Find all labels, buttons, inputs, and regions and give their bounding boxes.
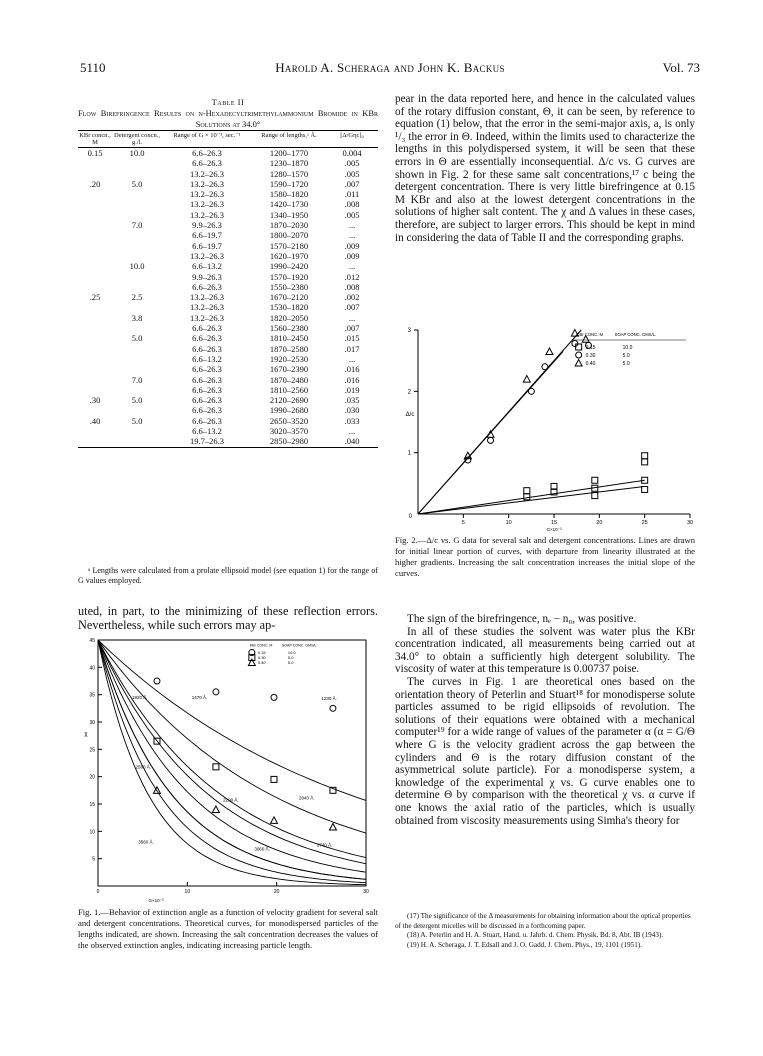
x-tick-label: 25	[641, 520, 648, 526]
legend-header: SOAP CONC. GMS/L.	[281, 643, 318, 648]
data-point-square	[642, 459, 648, 465]
table-label: Table II	[211, 97, 245, 107]
theory-curve	[98, 640, 366, 858]
reference-17: (17) The significance of the Δ measurements for obtaining information about the optical properties of the detergent micelles will be discussed in a forthcoming paper.	[395, 912, 691, 930]
table-cell	[78, 220, 112, 230]
table-cell: .011	[344, 189, 360, 200]
table-cell	[112, 230, 162, 240]
column-header: KBr concn., M	[79, 132, 111, 146]
curve-label: 2040 Å.	[299, 795, 315, 801]
x-axis-label: G×10⁻³	[148, 898, 164, 903]
y-axis-label: Δ/c	[405, 411, 415, 418]
curve-label: 3560 Å.	[138, 839, 154, 845]
table-cell	[112, 364, 162, 374]
table-cell: 2120–2690	[269, 395, 309, 406]
data-point-triangle	[329, 823, 336, 830]
table-cell	[112, 189, 162, 199]
table-cell: .009	[344, 240, 360, 251]
table-row	[78, 169, 378, 179]
table-cell: 19.7–26.3	[162, 436, 252, 447]
table-cell: 6.6–26.3	[192, 333, 222, 344]
curve-label: 2740 Å.	[316, 842, 333, 848]
column-header: Range of G × 10⁻³, sec.⁻¹	[162, 131, 252, 148]
table-cell: ...	[348, 426, 356, 437]
table-cell: .012	[344, 271, 360, 282]
table-cell: 6.6–26.3	[192, 364, 222, 375]
table-cell: 6.6–26.3	[192, 374, 222, 385]
table-cell	[78, 302, 112, 312]
table-cell: 13.2–26.3	[189, 302, 224, 313]
table-cell: .30	[89, 395, 101, 406]
table-caption	[78, 97, 378, 130]
table-row	[78, 405, 378, 415]
table-cell: .040	[326, 436, 378, 447]
table-row	[78, 241, 378, 251]
table-cell: .002	[344, 292, 360, 303]
references	[395, 912, 695, 950]
x-tick-label: 30	[686, 520, 694, 526]
reference-18: (18) A. Peterlin and H. A. Stuart, Hand. u. Jahrb. d. Chem. Physik, Bd. 8, Abt. IB (1943).	[407, 931, 664, 940]
data-table	[78, 130, 378, 448]
volume-label: Vol. 73	[662, 60, 700, 75]
right-body-text-1	[395, 93, 695, 244]
data-point-square	[592, 477, 598, 483]
data-point-circle	[330, 705, 336, 711]
table-row	[78, 333, 378, 343]
x-tick-label: 5	[461, 520, 465, 526]
figure-2-plot	[406, 328, 693, 532]
data-point-triangle	[270, 817, 277, 824]
table-cell: 13.2–26.3	[189, 199, 224, 210]
table-cell	[78, 199, 112, 209]
table-cell: 1670–2120	[269, 292, 309, 303]
table-cell	[112, 158, 162, 168]
data-point-square	[524, 488, 530, 494]
table-cell: 6.6–26.3	[192, 415, 222, 426]
legend-entry: 5.0	[622, 353, 630, 359]
y-tick-label: 25	[89, 747, 95, 754]
table-cell: 5.0	[131, 395, 143, 406]
table-row	[78, 210, 378, 220]
table-row	[78, 158, 378, 168]
legend-entry: 10.0	[287, 650, 296, 656]
data-point-triangle	[212, 806, 219, 813]
y-axis-label: χ	[84, 731, 88, 738]
running-title: Harold A. Scheraga and John K. Backus	[275, 60, 505, 75]
table-cell: .007	[344, 323, 360, 334]
table-cell: 10.0	[129, 261, 145, 272]
table-row	[78, 344, 378, 354]
data-point-circle	[154, 678, 160, 684]
y-tick-label: 40	[89, 665, 95, 672]
table-cell: .25	[89, 292, 101, 303]
data-point-circle	[528, 388, 534, 394]
table-row	[78, 272, 378, 282]
table-cell: 5.0	[131, 333, 143, 344]
y-tick-label: 35	[89, 692, 95, 699]
y-tick-label: 45	[89, 638, 95, 644]
table-cell: 10.0	[129, 148, 145, 158]
table-cell	[78, 375, 112, 385]
data-point-square	[213, 764, 219, 770]
table-cell: 1810–2560	[269, 384, 309, 395]
table-cell	[78, 189, 112, 199]
data-point-circle	[213, 689, 219, 695]
page-number: 5110	[80, 60, 106, 75]
column-header: Detergent concn., g./l.	[112, 131, 162, 148]
table-footnote: ᵃ Lengths were calculated from a prolate ellipsoid model (see equation 1) for the range of G values employed.	[78, 566, 378, 585]
table-cell: 1590–1720	[269, 178, 309, 189]
table-cell: .017	[344, 343, 360, 354]
data-point-square	[642, 453, 648, 459]
table-cell: 13.2–26.3	[189, 168, 224, 179]
table-cell: 6.6–13.2	[192, 261, 222, 272]
table-cell: 6.6–19.7	[192, 240, 222, 251]
data-point-triangle	[575, 360, 582, 367]
table-cell	[78, 272, 112, 282]
table-cell: 6.6–13.2	[192, 353, 222, 364]
table-cell: 1530–1820	[269, 302, 309, 313]
table-cell: 1800–2070	[269, 230, 309, 241]
table-cell	[78, 405, 112, 415]
table-row	[78, 220, 378, 230]
data-point-triangle	[248, 659, 255, 666]
table-row	[78, 426, 378, 436]
table-cell: 1870–2580	[269, 343, 309, 354]
table-cell: .033	[344, 415, 360, 426]
table-cell: 6.6–26.3	[192, 405, 222, 416]
curve-label: 3060 Å.	[254, 846, 270, 852]
table-cell	[78, 251, 112, 261]
table-cell: 6.6–26.3	[192, 323, 222, 334]
table-cell: 2.5	[131, 292, 143, 303]
data-point-square	[524, 494, 530, 500]
table-cell: 13.2–26.3	[189, 209, 224, 220]
table-cell: 1620–1970	[269, 250, 309, 261]
table-cell: 1420–1730	[269, 199, 309, 210]
legend-entry: 0.40	[585, 361, 596, 367]
table-cell: .005	[344, 168, 360, 179]
table-cell: 6.6–26.3	[192, 148, 222, 158]
table-row	[78, 323, 378, 333]
y-tick-label: 2	[407, 389, 411, 396]
table-cell: .016	[344, 364, 360, 375]
table-cell: 13.2–26.3	[189, 312, 224, 323]
table-cell	[112, 344, 162, 354]
table-cell: 1990–2680	[269, 405, 309, 416]
table-cell: 2650–3520	[269, 415, 309, 426]
legend-entry: 0.30	[585, 353, 596, 359]
table-cell	[112, 251, 162, 261]
table-cell: .007	[344, 302, 360, 313]
table-cell: 6.6–26.3	[192, 384, 222, 395]
table-cell	[78, 426, 112, 436]
table-cell: .008	[344, 281, 360, 292]
left-body-text	[78, 604, 378, 632]
table-cell	[112, 323, 162, 333]
table-cell	[78, 436, 112, 447]
table-cell	[78, 241, 112, 251]
table-cell: 6.6–26.3	[192, 343, 222, 354]
fit-line-0.30	[418, 351, 563, 514]
table-row	[78, 313, 378, 323]
x-tick-label: 15	[550, 520, 558, 526]
legend-entry: 5.0	[287, 660, 294, 666]
table-row	[78, 364, 378, 374]
table-cell: 13.2–26.3	[189, 178, 224, 189]
data-point-triangle	[523, 376, 530, 383]
y-tick-label: 3	[407, 328, 411, 334]
theory-curve	[98, 640, 366, 872]
table-cell: 1870–2480	[269, 374, 309, 385]
legend-entry: 5.0	[622, 361, 630, 367]
table-row	[78, 179, 378, 189]
table-cell: 7.0	[131, 220, 143, 231]
data-point-circle	[271, 694, 277, 700]
figure-1-caption: Fig. 1.—Behavior of extinction angle as a function of velocity gradient for several salt and detergent concentrations. Theoretical curves, for monodispersed particles of the lengths indicated, are shown. Increasing the salt concentration decreases the values of the observed extinction angles, indicating increasing particle length.	[78, 907, 378, 950]
legend-entry: 5.0	[287, 655, 294, 661]
data-point-square	[592, 493, 598, 499]
table-cell	[78, 323, 112, 333]
table-cell: 1340–1950	[269, 209, 309, 220]
theory-curve	[98, 640, 366, 803]
table-cell: 1230–1870	[269, 158, 309, 169]
table-cell: .016	[344, 374, 360, 385]
table-cell	[112, 354, 162, 364]
reference-19: (19) H. A. Scheraga, J. T. Edsall and J. O. Gadd, J. Chem. Phys., 19, 1101 (1951).	[407, 940, 643, 949]
table-cell: 6.6–13.2	[192, 426, 222, 437]
table-cell: .015	[344, 333, 360, 344]
table-cell: ...	[348, 220, 356, 231]
table-cell	[112, 405, 162, 415]
table-cell: 6.6–26.3	[192, 395, 222, 406]
table-row	[78, 230, 378, 240]
figure-1-plot	[84, 638, 369, 903]
table-cell: 13.2–26.3	[189, 292, 224, 303]
legend-entry: 10.0	[622, 345, 633, 351]
table-cell: .019	[344, 384, 360, 395]
table-header-row	[78, 131, 378, 148]
data-point-triangle	[487, 431, 494, 438]
table-cell: 1920–2530	[269, 353, 309, 364]
table-cell: 13.2–26.3	[189, 250, 224, 261]
fit-line-low-a	[418, 480, 645, 514]
table-cell: 3.8	[131, 312, 143, 323]
table-cell	[112, 426, 162, 436]
table-row	[78, 354, 378, 364]
table-cell: 0.004	[342, 148, 362, 158]
legend-entry: 0.15	[585, 345, 596, 351]
table-cell	[78, 169, 112, 179]
table-cell: 6.6–26.3	[192, 158, 222, 169]
x-tick-label: 10	[184, 889, 191, 895]
table-cell: 9.9–26.3	[192, 271, 222, 282]
x-tick-label: 0	[96, 889, 100, 895]
table-cell: ...	[348, 261, 356, 272]
table-row	[78, 251, 378, 261]
curve-label: 1470 Å.	[191, 695, 208, 701]
table-row	[78, 436, 378, 447]
table-cell	[78, 261, 112, 271]
data-point-circle	[542, 364, 548, 370]
table-row	[78, 282, 378, 292]
theory-curve	[98, 640, 366, 833]
table-row	[78, 199, 378, 209]
table-cell: 1570–2180	[269, 240, 309, 251]
table-cell	[78, 210, 112, 220]
y-tick-label: 1	[407, 450, 411, 457]
theory-curve	[98, 640, 366, 885]
table-cell	[112, 385, 162, 395]
paragraph: The curves in Fig. 1 are theoretical ones based on the orientation theory of Peterlin and Stuart¹⁸ for monodisperse solute particles assumed to be rigid ellipsoids of revolution. The solutions of their equations were obtained with a mechanical computer¹⁹ for a wide range of values of the parameter α (α = G/Θ where G is the velocity gradient across the gap between the cylinders and Θ is the rotary diffusion constant of the asymmetrical solute particle). For a monodisperse system, a knowledge of the experimental χ vs. G curve enables one to determine Θ by comparison with the theoretical χ vs. α curve if one knows the axial ratio of the particles, which is usually obtained from viscosity measurements using Simha's theory for	[395, 675, 695, 827]
y-tick-label: 30	[89, 720, 95, 726]
data-point-square	[576, 344, 582, 350]
table-cell: .005	[344, 209, 360, 220]
figure-2-caption: Fig. 2.—Δ/c vs. G data for several salt and detergent concentrations. Lines are drawn for initial linear portion of curves, with departure from linearity illustrated at the higher gradients. Increasing the salt concentration increases the initial slope of the curves.	[395, 535, 695, 578]
table-cell	[78, 364, 112, 374]
legend-entry: 0.40	[257, 660, 266, 666]
x-tick-label: 10	[505, 520, 512, 526]
table-cell: 1570–1920	[269, 271, 309, 282]
table-cell: .007	[344, 178, 360, 189]
table-cell: ...	[348, 353, 356, 364]
table-cell	[112, 436, 162, 447]
table-cell	[78, 344, 112, 354]
y-tick-label: 15	[89, 802, 95, 808]
table-cell	[78, 354, 112, 364]
table-row	[78, 385, 378, 395]
column-header: [Δ/Gηc]₀	[326, 131, 378, 148]
theory-curve	[98, 640, 366, 864]
curve-label: 2290 Å.	[223, 797, 239, 803]
table-cell: 1870–2030	[269, 220, 309, 231]
table-cell	[78, 282, 112, 292]
table-cell: 9.9–26.3	[192, 220, 222, 231]
paragraph: In all of these studies the solvent was water plus the KBr concentration indicated, all measurements being carried out at 34.0° to obtain a sufficiently high detergent solubility. The viscosity of water at this temperature is 0.00737 poise.	[395, 625, 695, 676]
plot-frame	[98, 640, 366, 886]
table-cell: 6.6–26.3	[192, 281, 222, 292]
table-body	[78, 148, 378, 448]
table-title: Flow Birefringence Results on n-Hexadecyltrimethylammonium Bromide in KBr Solutions at 34.0°	[78, 108, 378, 129]
curve-label: 1820 Å.	[131, 695, 148, 701]
fit-line-low-b	[418, 486, 645, 514]
table-cell	[78, 158, 112, 168]
table-cell: .008	[344, 199, 360, 210]
table-cell	[78, 385, 112, 395]
table-row	[78, 302, 378, 312]
table-cell: 2850–2980	[252, 436, 326, 447]
table-cell: .030	[344, 405, 360, 416]
paragraph: pear in the data reported here, and hence in the calculated values of the rotary diffusion constant, Θ, it can be seen, by reference to equation (1) below, that the error in the semi-major axis, a, is only ¹/₃ the error in Θ. Indeed, within the limits used to characterize the lengths in this polydispersed system, it will be seen that these errors in Θ are essentially inconsequential. Δ/c vs. G curves are shown in Fig. 2 for these same salt concentrations,¹⁷ c being the detergent concentration. There is very little birefringence at 0.15 M KBr and also at the lowest detergent concentrations in the solutions of higher salt content. The χ and Δ values in these cases, therefore, are subject to larger errors. This should be kept in mind in considering the data of Table II and the corresponding graphs.	[395, 93, 695, 244]
table-cell: 1810–2450	[269, 333, 309, 344]
table-cell: ...	[348, 230, 356, 241]
legend-entry: 0.30	[257, 655, 266, 661]
table-cell: .40	[89, 415, 101, 426]
paragraph: The sign of the birefringence, nₑ − n₀, was positive.	[407, 613, 637, 625]
column-header: Range of lengths,ᵃ Å.	[252, 131, 326, 148]
table-row	[78, 148, 378, 159]
table-cell: .035	[344, 395, 360, 406]
x-tick-label: 30	[363, 889, 369, 895]
table-cell	[78, 333, 112, 343]
table-cell: .005	[344, 158, 360, 169]
table-cell: 13.2–26.3	[189, 189, 224, 200]
data-point-circle	[488, 437, 494, 443]
table-cell	[112, 282, 162, 292]
table-cell: 1550–2380	[269, 281, 309, 292]
table-cell: .20	[89, 178, 101, 189]
y-tick-label: 20	[89, 774, 95, 781]
table-cell	[112, 272, 162, 282]
table-cell	[78, 313, 112, 323]
data-point-circle	[576, 352, 582, 358]
paragraph: uted, in part, to the minimizing of these reflection errors. Nevertheless, while such errors may ap-	[78, 604, 378, 632]
table-cell: ...	[348, 312, 356, 323]
table-cell: 7.0	[131, 374, 143, 385]
data-point-circle	[572, 340, 578, 346]
table-cell: .009	[344, 250, 360, 261]
table-row	[78, 375, 378, 385]
table-cell: 0.15	[87, 148, 103, 158]
table-cell	[112, 210, 162, 220]
table-row	[78, 261, 378, 271]
origin-label: 0	[408, 514, 412, 520]
table-row	[78, 395, 378, 405]
table-row	[78, 292, 378, 302]
right-body-text-2	[395, 613, 695, 827]
legend-header: KBr CONC. M	[576, 332, 603, 337]
legend-entry: 0.15	[257, 650, 266, 656]
table-cell: 1990–2420	[269, 261, 309, 272]
y-tick-label: 5	[92, 856, 95, 863]
data-point-square	[642, 486, 648, 492]
figure-2	[398, 322, 698, 534]
data-point-triangle	[546, 348, 553, 355]
table-cell	[112, 302, 162, 312]
data-point-square	[271, 776, 277, 782]
legend-header: KBr CONC. M	[249, 643, 273, 648]
table-cell: 1670–2390	[269, 364, 309, 375]
x-tick-label: 20	[273, 889, 280, 895]
x-tick-label: 20	[596, 520, 603, 526]
table-cell	[78, 230, 112, 240]
table-cell: 5.0	[131, 178, 143, 189]
curve-label: 2560 Å.	[135, 764, 152, 770]
table-cell: 6.6–19.7	[192, 230, 222, 241]
table-row	[78, 416, 378, 426]
table-cell	[112, 169, 162, 179]
legend-header: SOAP CONC. GMS/L.	[614, 332, 657, 337]
table-cell	[112, 241, 162, 251]
table-cell: 1200–1770	[269, 148, 309, 158]
table-row	[78, 189, 378, 199]
table-cell: 1280–1570	[269, 168, 309, 179]
table-cell: 1820–2050	[269, 312, 309, 323]
table-cell: 5.0	[131, 415, 143, 426]
table-cell: 3020–3570	[269, 426, 309, 437]
table-cell: 1560–2380	[269, 323, 309, 334]
x-axis-label: G×10⁻³	[546, 527, 562, 532]
curve-label: 1230 Å.	[321, 696, 337, 702]
table-cell: 1580–1820	[269, 189, 309, 200]
y-tick-label: 10	[89, 829, 95, 836]
table-cell	[112, 199, 162, 209]
figure-1	[80, 634, 380, 906]
